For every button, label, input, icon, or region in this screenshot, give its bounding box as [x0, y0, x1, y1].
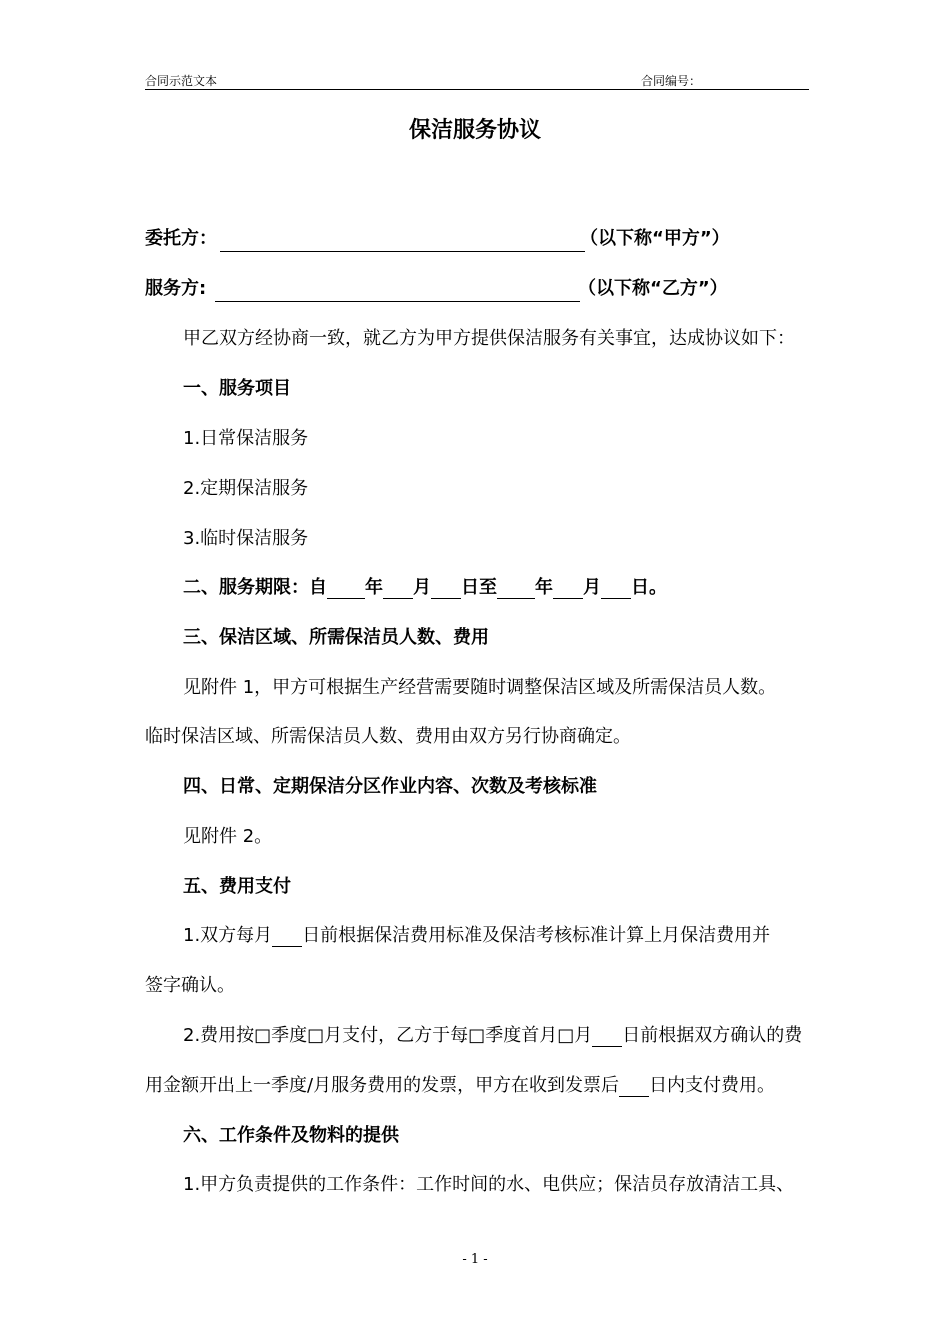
- section2-term-line: [183, 573, 667, 599]
- end-month-label: 月: [583, 577, 601, 598]
- start-year-label: 年: [365, 577, 383, 598]
- page-header: [145, 70, 809, 90]
- section2-heading: 二、服务期限：自: [183, 577, 327, 598]
- end-day-label: 日。: [631, 577, 667, 598]
- section5-p2-line2: [145, 1071, 775, 1097]
- end-day-blank: [601, 576, 631, 599]
- section5-p2-text-b: 日前根据双方确认的费: [622, 1025, 803, 1046]
- section5-p1-line1: [183, 921, 770, 947]
- section4-heading: 四、日常、定期保洁分区作业内容、次数及考核标准: [183, 776, 597, 797]
- section5-p1-line2: 签字确认。: [145, 975, 235, 996]
- section5-p1-text-a: 1.双方每月: [183, 925, 273, 946]
- section1-item: 1.日常保洁服务: [183, 428, 309, 449]
- intro-paragraph: 甲乙双方经协商一致，就乙方为甲方提供保洁服务有关事宜，达成协议如下：: [183, 328, 795, 349]
- start-month-blank: [383, 576, 413, 599]
- payment-days-blank: [619, 1074, 649, 1097]
- start-day-label: 日至: [461, 577, 497, 598]
- end-year-label: 年: [535, 577, 553, 598]
- section6-paragraph: 1.甲方负责提供的工作条件：工作时间的水、电供应；保洁员存放清洁工具、: [183, 1174, 795, 1195]
- section5-p2-text-a: 2.费用按□季度□月支付，乙方于每□季度首月□月: [183, 1025, 593, 1046]
- section5-heading: 五、费用支付: [183, 876, 291, 897]
- section1-item: 3.临时保洁服务: [183, 528, 309, 549]
- start-day-blank: [431, 576, 461, 599]
- section4-paragraph: 见附件 2。: [183, 826, 273, 847]
- section3-paragraph-line1: 见附件 1，甲方可根据生产经营需要随时调整保洁区域及所需保洁员人数。: [183, 677, 777, 698]
- section5-p2-text-d: 日内支付费用。: [649, 1075, 776, 1096]
- header-contract-number-label: 合同编号：: [641, 74, 702, 88]
- start-year-blank: [327, 576, 365, 599]
- provider-suffix: （以下称“乙方”）: [578, 278, 728, 299]
- section1-heading: 一、服务项目: [183, 378, 291, 399]
- start-month-label: 月: [413, 577, 431, 598]
- section3-heading: 三、保洁区域、所需保洁员人数、费用: [183, 627, 489, 648]
- provider-name-blank: [215, 279, 580, 302]
- client-suffix: （以下称“甲方”）: [580, 228, 730, 249]
- provider-label: 服务方:: [145, 278, 207, 299]
- section5-p1-text-b: 日前根据保洁费用标准及保洁考核标准计算上月保洁费用并: [302, 925, 771, 946]
- billing-day-blank: [272, 924, 302, 947]
- end-year-blank: [497, 576, 535, 599]
- section6-heading: 六、工作条件及物料的提供: [183, 1125, 399, 1146]
- section3-paragraph-line2: 临时保洁区域、所需保洁员人数、费用由双方另行协商确定。: [145, 726, 631, 747]
- section5-p2-line1: [183, 1021, 802, 1047]
- client-label: 委托方：: [145, 228, 217, 249]
- client-name-blank: [220, 229, 585, 252]
- end-month-blank: [553, 576, 583, 599]
- page-number: - 1 -: [462, 1252, 488, 1267]
- section5-p2-text-c: 用金额开出上一季度/月服务费用的发票，甲方在收到发票后: [145, 1075, 620, 1096]
- invoice-day-blank: [592, 1024, 622, 1047]
- section1-item: 2.定期保洁服务: [183, 478, 309, 499]
- document-title: 保洁服务协议: [408, 118, 541, 143]
- header-template-label: 合同示范文本: [145, 74, 218, 88]
